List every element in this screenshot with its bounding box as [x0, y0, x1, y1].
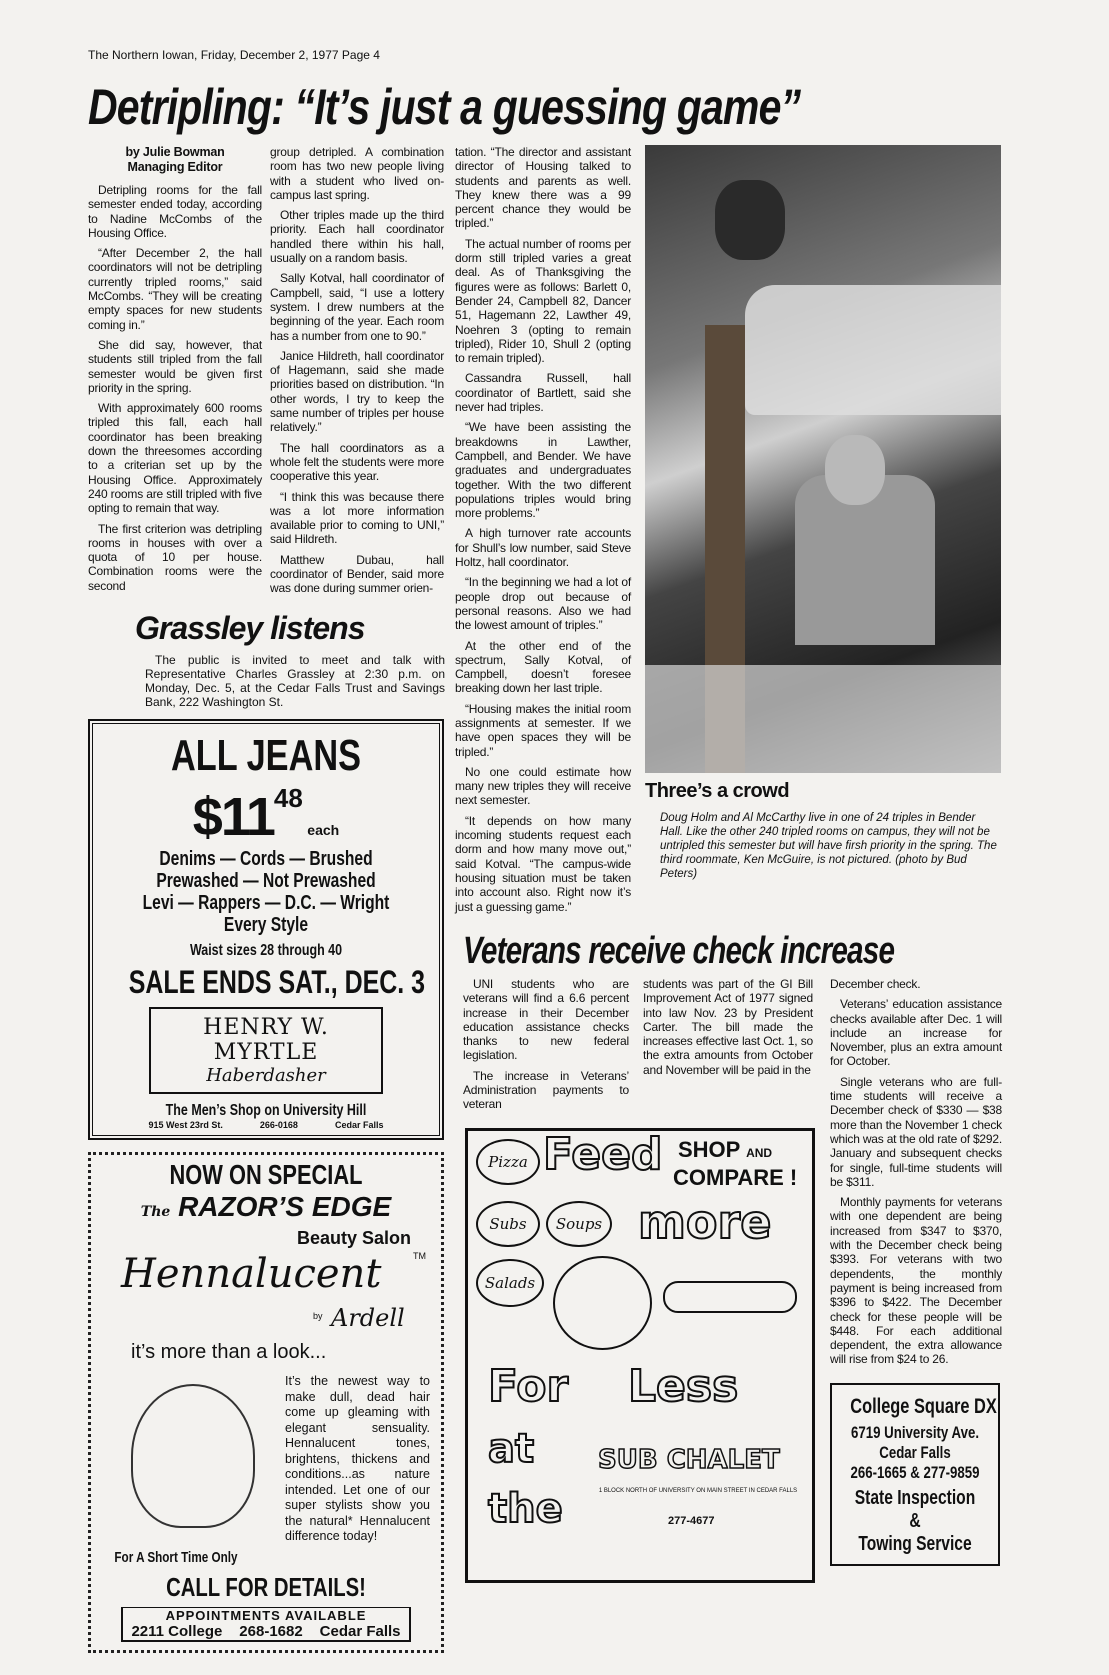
- salon-address: 2211 College: [131, 1622, 223, 1640]
- page-folio: The Northern Iowan, Friday, December 2, 1977 Page 4: [88, 48, 380, 62]
- paragraph: Other triples made up the third priority. Each hall coordinator handled there within his hall, usually on a random basis.: [270, 208, 444, 266]
- veterans-column-b: [643, 977, 813, 1083]
- salon-subtitle: Beauty Salon: [296, 1228, 411, 1248]
- subs-bubble: Subs: [476, 1201, 540, 1247]
- less-text: Less: [628, 1361, 739, 1412]
- byline-author: by Julie Bowman: [125, 145, 225, 159]
- grassley-headline: Grassley listens: [135, 610, 365, 646]
- paragraph: Sally Kotval, hall coordinator of Campbell, said, “I use a lottery system. I drew numbers at the beginning of the year. Each room has a number from one to 90.”: [270, 271, 444, 343]
- soups-bubble: Soups: [546, 1201, 612, 1247]
- name-prefix: The: [140, 1204, 171, 1220]
- paragraph: Monthly payments for veterans with one dependent are being increased from $347 to $370, with the December check being $393. For veterans with two dependents, the monthly payment is being increased from $396 to $422. The December check for these people will be $448. For each additional dependent, the extra allowance will rise from $24 to 26.: [830, 1195, 1002, 1367]
- and-text: AND: [746, 1146, 773, 1160]
- dx-service-1: State Inspection: [854, 1487, 976, 1509]
- paragraph: The first criterion was detripling rooms in houses with over a quota of 10 per house. Combination rooms were the second: [88, 521, 262, 593]
- paragraph: tation. “The director and assistant director of Housing talked to students and parents as well. They knew there was a 99 percent chance they would be tripled.”: [455, 145, 631, 231]
- column-text: [830, 977, 1002, 1367]
- ad-body: It’s the newest way to make dull, dead hair come up gleaming with elegant sensuality. Hennalucent tones, brightens, thickens and conditions...as nature intended. Let one of our super stylists show you the natural* Hennalucent difference today!: [285, 1374, 430, 1543]
- paragraph: At the other end of the spectrum, Sally Kotval, of Campbell, doesn’t foresee breaking down her last triple.: [455, 638, 631, 696]
- paragraph: The increase in Veterans’ Administration payments to veteran: [463, 1068, 629, 1112]
- appointments: APPOINTMENTS AVAILABLE: [165, 1607, 367, 1623]
- ad-line: Prewashed — Not Prewashed: [156, 870, 376, 892]
- main-headline: Detripling: “It’s just a guessing game”: [88, 79, 801, 135]
- razors-edge-advertisement: [88, 1152, 444, 1653]
- paragraph: “I think this was because there was a lot more information available prior to coming to UNI,” said Hildreth.: [270, 489, 444, 547]
- salon-title: RAZOR’S EDGE: [178, 1191, 392, 1222]
- store-tagline: The Men’s Shop on University Hill: [165, 1102, 367, 1119]
- paragraph: group detripled. A combination room has two new people living with a student who lived on-campus last spring.: [270, 145, 444, 202]
- photo-title: Three’s a crowd: [645, 780, 790, 802]
- veterans-column-c: [830, 977, 1002, 1373]
- grassley-body: The public is invited to meet and talk with Representative Charles Grassley at 2:30 p.m. on Monday, Dec. 5, at the Cedar Falls Trust and Savings Bank, 222 Washington St.: [145, 653, 445, 709]
- column-text: [643, 977, 813, 1077]
- sandwich-illustration: [663, 1281, 797, 1313]
- paragraph: No one could estimate how many new triples they will receive next semester.: [455, 764, 631, 808]
- paragraph: Matthew Dubau, hall coordinator of Bender, said more was done during summer orien-: [270, 552, 444, 596]
- paragraph: Janice Hildreth, hall coordinator of Hagemann, said she made priorities based on distribution. “In other words, I try to keep the same number of triples per house relatively.”: [270, 348, 444, 435]
- column-text: [463, 977, 629, 1112]
- price-cents: 48: [273, 783, 303, 813]
- column-text: [88, 183, 262, 593]
- razor-ad-body-row: [91, 1374, 441, 1545]
- column-text: [270, 145, 444, 596]
- price-dollars: $11: [192, 787, 274, 847]
- paragraph: students was part of the GI Bill Improvement Act of 1977 signed into law Nov. 23 by President Carter. The bill made the increases effective last Oct. 1, so the extra amounts from October and November will be paid in the: [643, 977, 813, 1077]
- dx-city: Cedar Falls: [879, 1443, 951, 1462]
- dx-name: College Square DX: [850, 1395, 997, 1418]
- column-text: [455, 145, 631, 914]
- dx-address: 6719 University Ave.: [850, 1423, 980, 1442]
- salon-name: [91, 1191, 441, 1228]
- paragraph: “After December 2, the hall coordinators will not be detripling currently tripled rooms,” said McCombs. “They will be creating empty spaces for new students coming in.”: [88, 246, 262, 332]
- veterans-headline: Veterans receive check increase: [463, 930, 895, 972]
- paragraph: The hall coordinators as a whole felt the students were more cooperative this year.: [270, 440, 444, 484]
- sub-chalet-phone: 277-4677: [668, 1515, 715, 1527]
- paragraph: “In the beginning we had a lot of people drop out because of personal reasons. Also we had the lowest amount of triples.”: [455, 575, 631, 633]
- dorm-photo: [645, 145, 1001, 773]
- for-text: For: [488, 1361, 569, 1412]
- ad-top: NOW ON SPECIAL: [169, 1159, 363, 1190]
- price-unit: each: [307, 822, 340, 838]
- photo-caption: Doug Holm and Al McCarthy live in one of 24 triples in Bender Hall. Like the other 240 tripled rooms on campus, they will not be untripled this semester but will have firsh priority in the spring. The third roommate, Ken McGuire, is not pictured. (photo by Bud Peters): [660, 812, 997, 880]
- paragraph: “It depends on how many incoming students request each dorm and how many move out,” said Kotval. “The campus-wide housing situation must be taken into account also. Right now it’s just a guessing game.”: [455, 813, 631, 914]
- store-city: Cedar Falls: [334, 1120, 384, 1130]
- paragraph: “We have been assisting the breakdowns in Lawther, Campbell, and Bender. We have graduates and undergraduates together. With the two different populations triples would bring more problems.”: [455, 420, 631, 521]
- paragraph: Veterans’ education assistance checks available after Dec. 1 will include an increase for November, plus an extra amount for October.: [830, 997, 1002, 1069]
- sub-chalet-advertisement: [465, 1128, 815, 1583]
- paragraph: December check.: [830, 977, 921, 991]
- woman-illustration: [131, 1384, 255, 1528]
- ad-line: Every Style: [223, 914, 309, 936]
- veterans-column-a: [463, 977, 629, 1118]
- jeans-advertisement: [88, 719, 444, 1140]
- ad-line: Denims — Cords — Brushed: [159, 848, 373, 870]
- main-story-column-1: [88, 145, 262, 599]
- the-text: the: [488, 1486, 563, 1532]
- at-text: at: [488, 1426, 535, 1472]
- ad-line: Levi — Rappers — D.C. — Wright: [142, 892, 390, 914]
- chef-illustration: [553, 1256, 652, 1350]
- paragraph: UNI students who are veterans will find a 6.6 percent increase in their December education assistance checks thanks to new federal legislation.: [463, 977, 629, 1063]
- compare-text: COMPARE !: [673, 1165, 798, 1190]
- paragraph: Single veterans who are full-time students will receive a December check of $330 — $38 more than the November 1 check which was at the old rate of $292. January and subsequent checks for single, full-time students will be $311.: [830, 1074, 1002, 1189]
- brand-by-name: Ardell: [331, 1304, 405, 1332]
- sub-chalet-logo: SUB CHALET: [598, 1445, 780, 1475]
- salon-phone: 268-1682: [239, 1622, 303, 1640]
- paragraph: “Housing makes the initial room assignments at semester. If we have open spaces they will be tripled.”: [455, 701, 631, 759]
- student-top-bunk: [715, 180, 785, 260]
- paragraph: A high turnover rate accounts for Shull’s low number, said Steve Holtz, hall coordinator.: [455, 526, 631, 570]
- byline: [88, 145, 262, 175]
- main-story-column-2: [270, 145, 444, 602]
- brand-by: by: [313, 1311, 323, 1321]
- paragraph: Detripling rooms for the fall semester ended today, according to Nadine McCombs of the Housing Office.: [88, 183, 262, 240]
- ad-price: [90, 783, 442, 848]
- trademark: TM: [413, 1251, 426, 1261]
- top-bunk: [745, 285, 1001, 415]
- store-contact: [90, 1120, 442, 1130]
- hennalucent-logo: [91, 1249, 441, 1341]
- paragraph: Cassandra Russell, hall coordinator of Bartlett, said she never had triples.: [455, 371, 631, 415]
- ad-contact-box: [121, 1607, 411, 1642]
- ad-limited: For A Short Time Only: [114, 1548, 238, 1566]
- main-story-column-3: [455, 145, 631, 920]
- store-name: HENRY W. MYRTLE: [203, 1015, 329, 1065]
- feed-text: Feed: [543, 1129, 663, 1180]
- student-bottom-bunk: [825, 435, 885, 505]
- paragraph: With approximately 600 rooms tripled this fall, each hall coordinator has been breaking down the threesomes according to a criterian set up by the Housing Office. Approximately 240 rooms are still tripled with five opting to remain that way.: [88, 401, 262, 516]
- store-sign: [149, 1007, 383, 1094]
- dx-ampersand: &: [909, 1510, 921, 1532]
- store-subtitle: Haberdasher: [206, 1065, 326, 1086]
- store-address: 915 West 23rd St.: [148, 1120, 223, 1130]
- contact-row: [123, 1623, 409, 1640]
- ad-sizes: Waist sizes 28 through 40: [189, 942, 343, 959]
- byline-title: Managing Editor: [127, 160, 223, 174]
- store-phone: 266-0168: [259, 1120, 298, 1130]
- ad-title: ALL JEANS: [170, 731, 362, 780]
- blanket: [645, 665, 1001, 773]
- dx-service-2: Towing Service: [858, 1533, 972, 1555]
- paragraph: She did say, however, that students still tripled from the fall semester would be given first priority in the spring.: [88, 337, 262, 395]
- logo-address: 1 BLOCK NORTH OF UNIVERSITY ON MAIN STREET IN CEDAR FALLS: [598, 1488, 798, 1494]
- ad-cta: CALL FOR DETAILS!: [166, 1571, 366, 1602]
- paragraph: The actual number of rooms per dorm still tripled varies a great deal. As of Thanksgiving the figures were as follows: Barlett 0, Bender 24, Campbell 82, Dancer 51, Hagemann 22, Lawther 49, Noehren 3 (opting to remain tripled), Rider 10, Shull 2 (opting to remain tripled).: [455, 236, 631, 366]
- salads-bubble: Salads: [476, 1259, 544, 1307]
- brand-name: Hennalucent: [121, 1251, 382, 1297]
- shop-and-compare: [678, 1137, 772, 1163]
- shop-text: SHOP: [678, 1137, 740, 1162]
- more-text: more: [638, 1195, 772, 1249]
- ad-slogan: it’s more than a look...: [131, 1341, 327, 1363]
- ad-sale: SALE ENDS SAT., DEC. 3: [128, 964, 426, 1000]
- college-square-dx-advertisement: [830, 1383, 1000, 1566]
- salon-city: Cedar Falls: [319, 1622, 401, 1640]
- dx-phones: 266-1665 & 277-9859: [850, 1463, 980, 1482]
- pizza-bubble: Pizza: [476, 1139, 540, 1185]
